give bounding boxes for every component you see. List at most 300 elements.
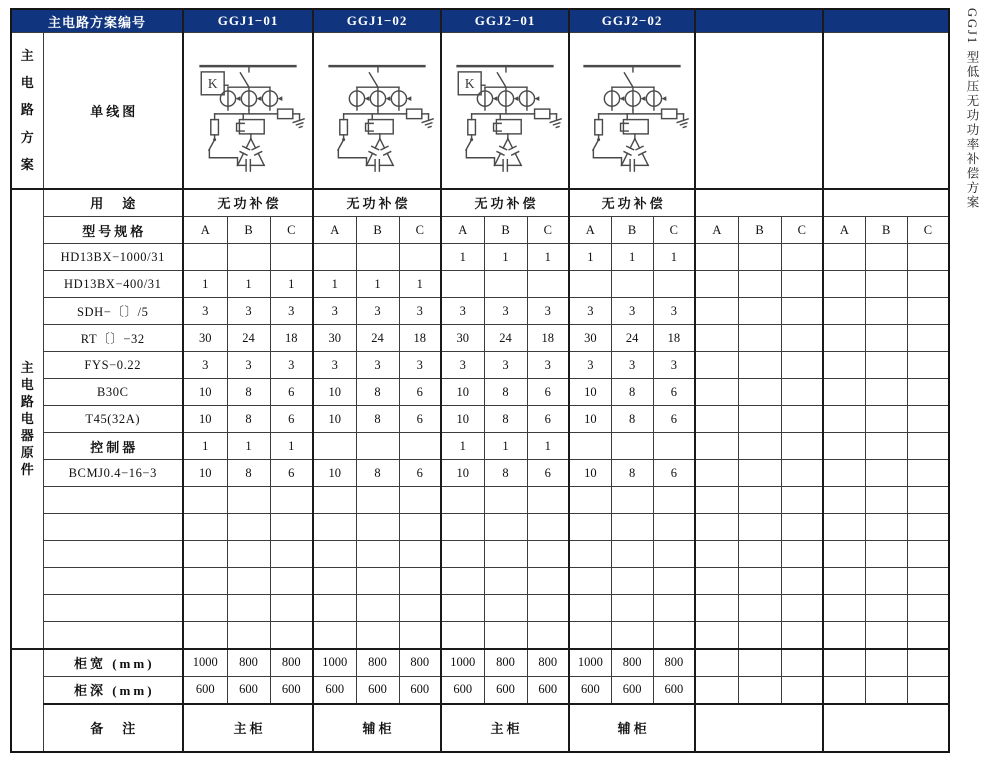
value-cell [441, 568, 484, 595]
value-cell [695, 379, 738, 406]
value-cell [865, 433, 907, 460]
delta-capacitor-bank [367, 139, 394, 171]
value-cell [356, 541, 399, 568]
value-cell [569, 568, 611, 595]
value-cell [695, 298, 738, 325]
value-cell [823, 352, 865, 379]
usage-cell [695, 189, 823, 217]
value-cell [653, 568, 695, 595]
value-cell [738, 649, 781, 677]
value-cell: 10 [313, 379, 356, 406]
value-cell: 10 [183, 460, 227, 487]
value-cell: 24 [611, 325, 653, 352]
value-cell: 3 [227, 352, 270, 379]
value-cell: 1 [227, 433, 270, 460]
value-cell [781, 352, 823, 379]
value-cell [227, 244, 270, 271]
row-label [43, 541, 183, 568]
spec-letter-cell: A [695, 217, 738, 244]
value-cell [865, 379, 907, 406]
value-cell [527, 622, 569, 649]
row-label [43, 514, 183, 541]
disconnector-blade [240, 73, 249, 87]
value-cell: 3 [227, 298, 270, 325]
disconnector-blade [624, 73, 633, 87]
value-cell: 8 [611, 460, 653, 487]
current-arrow-icon [386, 96, 391, 101]
value-cell [227, 514, 270, 541]
switch-blade [209, 140, 215, 150]
value-cell [781, 622, 823, 649]
value-cell [527, 514, 569, 541]
value-cell [865, 595, 907, 622]
empty-row [11, 568, 949, 595]
component-row [11, 433, 949, 460]
value-cell: 600 [527, 677, 569, 704]
value-cell [738, 622, 781, 649]
value-cell [695, 244, 738, 271]
row-label [43, 622, 183, 649]
value-cell: 6 [399, 406, 441, 433]
value-cell [270, 244, 313, 271]
value-cell [823, 677, 865, 704]
value-cell [356, 487, 399, 514]
ground-symbol-icon [422, 119, 435, 129]
value-cell [865, 325, 907, 352]
single-line-diagram [315, 43, 439, 179]
value-cell [653, 514, 695, 541]
row-label: HD13BX−400/31 [43, 271, 183, 298]
value-cell [611, 541, 653, 568]
usage-cell: 无功补偿 [183, 189, 313, 217]
spec-letter-cell: C [399, 217, 441, 244]
value-cell [695, 649, 738, 677]
value-cell [823, 649, 865, 677]
value-cell [823, 325, 865, 352]
disconnector-blade [497, 73, 506, 87]
value-cell: 8 [356, 379, 399, 406]
value-cell: 1 [183, 433, 227, 460]
value-cell: 6 [399, 460, 441, 487]
usage-cell: 无功补偿 [441, 189, 569, 217]
value-cell [865, 487, 907, 514]
value-cell: 1 [183, 271, 227, 298]
value-cell [356, 568, 399, 595]
value-cell [907, 379, 949, 406]
value-cell [484, 271, 527, 298]
single-line-diagram [570, 43, 694, 179]
value-cell [441, 271, 484, 298]
value-cell [484, 514, 527, 541]
value-cell [527, 541, 569, 568]
value-cell: 3 [527, 352, 569, 379]
value-cell: 8 [611, 379, 653, 406]
value-cell [865, 271, 907, 298]
value-cell [823, 433, 865, 460]
value-cell [569, 433, 611, 460]
value-cell: 800 [653, 649, 695, 677]
value-cell [441, 622, 484, 649]
svg-text:K: K [464, 76, 475, 92]
diagram-cell [569, 33, 695, 189]
value-cell [313, 487, 356, 514]
value-cell [781, 433, 823, 460]
value-cell: 8 [356, 406, 399, 433]
remark-cell: 主柜 [441, 704, 569, 752]
value-cell: 1 [356, 271, 399, 298]
remark-row-label: 备 注 [43, 704, 183, 752]
value-cell [781, 271, 823, 298]
value-cell [695, 460, 738, 487]
remark-cell: 辅柜 [569, 704, 695, 752]
value-cell [484, 487, 527, 514]
remark-cell: 辅柜 [313, 704, 441, 752]
value-cell [356, 433, 399, 460]
value-cell [865, 298, 907, 325]
value-cell: 18 [527, 325, 569, 352]
value-cell: 8 [227, 460, 270, 487]
value-cell [611, 595, 653, 622]
contactor-symbol [621, 120, 649, 134]
spec-letter-cell: C [527, 217, 569, 244]
component-row [11, 460, 949, 487]
value-cell: 10 [441, 379, 484, 406]
row-label: 柜宽 (mm) [43, 649, 183, 677]
value-cell: 800 [227, 649, 270, 677]
header-row [11, 9, 949, 33]
value-cell: 8 [611, 406, 653, 433]
component-row [11, 244, 949, 271]
value-cell: 1 [484, 433, 527, 460]
usage-row-label: 用 途 [43, 189, 183, 217]
value-cell [313, 514, 356, 541]
value-cell [738, 406, 781, 433]
value-cell [781, 595, 823, 622]
value-cell [399, 244, 441, 271]
value-cell: 1000 [569, 649, 611, 677]
value-cell [907, 244, 949, 271]
value-cell [313, 568, 356, 595]
value-cell: 1 [399, 271, 441, 298]
component-row [11, 406, 949, 433]
value-cell [781, 541, 823, 568]
value-cell: 600 [313, 677, 356, 704]
value-cell [865, 541, 907, 568]
row-label [43, 568, 183, 595]
diagram-row [11, 33, 949, 189]
value-cell [907, 271, 949, 298]
side-title: GGJ1 型低压无功功率补偿方案 [965, 8, 979, 210]
scheme-header: GGJ2−01 [441, 9, 569, 33]
value-cell [441, 595, 484, 622]
value-cell [227, 568, 270, 595]
ground-symbol-icon [293, 119, 306, 129]
spec-letter-cell: B [484, 217, 527, 244]
disconnector-blade [369, 73, 378, 87]
value-cell: 1000 [313, 649, 356, 677]
delta-capacitor-bank [238, 139, 265, 171]
spec-letter-cell: A [569, 217, 611, 244]
value-cell [653, 487, 695, 514]
value-cell: 3 [270, 352, 313, 379]
switch-blade [593, 140, 599, 150]
value-cell: 1 [569, 244, 611, 271]
current-arrow-icon [535, 96, 540, 101]
value-cell [270, 568, 313, 595]
spec-letter-cell: B [227, 217, 270, 244]
value-cell [695, 541, 738, 568]
value-cell [738, 487, 781, 514]
left-section-label-bottom [11, 649, 43, 752]
current-arrow-icon [365, 96, 370, 101]
value-cell: 18 [270, 325, 313, 352]
spec-letter-cell: C [907, 217, 949, 244]
value-cell [399, 622, 441, 649]
value-cell [313, 433, 356, 460]
value-cell [738, 352, 781, 379]
value-cell [695, 677, 738, 704]
value-cell [611, 433, 653, 460]
value-cell: 3 [484, 298, 527, 325]
value-cell [823, 298, 865, 325]
value-cell: 6 [270, 379, 313, 406]
value-cell: 6 [527, 406, 569, 433]
current-arrow-icon [641, 96, 646, 101]
value-cell [183, 622, 227, 649]
value-cell [738, 514, 781, 541]
value-cell [611, 568, 653, 595]
component-row [11, 271, 949, 298]
value-cell: 30 [441, 325, 484, 352]
value-cell [270, 514, 313, 541]
value-cell [781, 487, 823, 514]
value-cell: 1 [611, 244, 653, 271]
value-cell: 1 [441, 244, 484, 271]
usage-cell [823, 189, 949, 217]
spec-letter-cell: A [313, 217, 356, 244]
left-section-label-top [11, 33, 43, 189]
scheme-header [823, 9, 949, 33]
value-cell [781, 298, 823, 325]
value-cell [356, 595, 399, 622]
current-arrow-icon [236, 96, 241, 101]
current-arrow-icon [407, 96, 412, 101]
svg-text:K: K [207, 76, 218, 92]
value-cell [781, 677, 823, 704]
value-cell: 1 [441, 433, 484, 460]
value-cell [183, 514, 227, 541]
value-cell: 6 [270, 460, 313, 487]
value-cell: 1 [270, 433, 313, 460]
value-cell: 3 [356, 352, 399, 379]
value-cell: 3 [183, 298, 227, 325]
value-cell: 600 [270, 677, 313, 704]
value-cell: 3 [611, 352, 653, 379]
value-cell: 6 [270, 406, 313, 433]
empty-row [11, 541, 949, 568]
value-cell [695, 271, 738, 298]
value-cell [270, 541, 313, 568]
value-cell [356, 622, 399, 649]
value-cell: 30 [183, 325, 227, 352]
value-cell [823, 487, 865, 514]
value-cell: 3 [183, 352, 227, 379]
diagram-cell [695, 33, 823, 189]
value-cell: 1 [527, 433, 569, 460]
row-label: SDH−〔〕/5 [43, 298, 183, 325]
value-cell: 600 [653, 677, 695, 704]
value-cell [484, 568, 527, 595]
value-cell [313, 244, 356, 271]
value-cell: 800 [527, 649, 569, 677]
value-cell: 18 [653, 325, 695, 352]
value-cell: 24 [484, 325, 527, 352]
diagram-cell [183, 33, 313, 189]
value-cell [738, 460, 781, 487]
fuse-symbol [662, 109, 677, 119]
value-cell [399, 541, 441, 568]
row-label: BCMJ0.4−16−3 [43, 460, 183, 487]
scheme-header: GGJ1−02 [313, 9, 441, 33]
value-cell: 1 [484, 244, 527, 271]
value-cell [527, 271, 569, 298]
switch-blade [466, 140, 472, 150]
usage-row [11, 189, 949, 217]
value-cell [695, 622, 738, 649]
usage-cell: 无功补偿 [569, 189, 695, 217]
value-cell: 800 [399, 649, 441, 677]
value-cell [781, 568, 823, 595]
value-cell: 10 [183, 379, 227, 406]
value-cell [227, 487, 270, 514]
current-arrow-icon [620, 96, 625, 101]
value-cell [907, 541, 949, 568]
main-circuit-spec-table [10, 8, 950, 753]
diagram-cell [441, 33, 569, 189]
value-cell [823, 595, 865, 622]
value-cell [907, 433, 949, 460]
single-line-diagram [443, 43, 567, 179]
row-label [43, 487, 183, 514]
value-cell: 3 [270, 298, 313, 325]
ground-symbol-icon [550, 119, 563, 129]
value-cell: 3 [313, 352, 356, 379]
value-cell [865, 677, 907, 704]
value-cell [907, 568, 949, 595]
vertical-label: 主 电 路 电 器 原 件 [20, 359, 34, 477]
value-cell [653, 433, 695, 460]
value-cell: 8 [356, 460, 399, 487]
value-cell: 3 [399, 352, 441, 379]
value-cell: 10 [569, 379, 611, 406]
value-cell [527, 487, 569, 514]
value-cell: 600 [183, 677, 227, 704]
value-cell [399, 595, 441, 622]
value-cell [907, 352, 949, 379]
value-cell: 3 [313, 298, 356, 325]
value-cell: 800 [270, 649, 313, 677]
value-cell [653, 622, 695, 649]
contactor-symbol [237, 120, 265, 134]
fuse-symbol [407, 109, 422, 119]
value-cell [865, 568, 907, 595]
value-cell [441, 541, 484, 568]
fuse-symbol [535, 109, 550, 119]
value-cell [907, 677, 949, 704]
value-cell [738, 595, 781, 622]
value-cell [695, 325, 738, 352]
value-cell: 10 [183, 406, 227, 433]
remark-row [11, 704, 949, 752]
empty-row [11, 622, 949, 649]
value-cell: 3 [569, 298, 611, 325]
diagram-cell [313, 33, 441, 189]
component-row [11, 379, 949, 406]
value-cell: 8 [484, 460, 527, 487]
fuse-symbol [278, 109, 293, 119]
value-cell: 10 [441, 460, 484, 487]
row-label: T45(32A) [43, 406, 183, 433]
spec-letter-cell: B [356, 217, 399, 244]
value-cell: 24 [356, 325, 399, 352]
contactor-symbol [494, 120, 522, 134]
value-cell [738, 325, 781, 352]
value-cell [907, 406, 949, 433]
value-cell [227, 541, 270, 568]
value-cell: 1 [527, 244, 569, 271]
value-cell: 6 [527, 379, 569, 406]
switch-blade [338, 140, 344, 150]
value-cell [313, 595, 356, 622]
value-cell [653, 271, 695, 298]
value-cell [823, 406, 865, 433]
cabinet-depth-row [11, 677, 949, 704]
value-cell: 8 [484, 406, 527, 433]
value-cell [738, 568, 781, 595]
value-cell [865, 406, 907, 433]
value-cell: 8 [484, 379, 527, 406]
value-cell [907, 487, 949, 514]
current-arrow-icon [662, 96, 667, 101]
value-cell [695, 568, 738, 595]
value-cell [569, 595, 611, 622]
spec-letter-cell: A [183, 217, 227, 244]
value-cell: 6 [399, 379, 441, 406]
value-cell: 6 [653, 406, 695, 433]
value-cell [823, 541, 865, 568]
value-cell [527, 568, 569, 595]
value-cell: 800 [484, 649, 527, 677]
spec-letter-cell: A [823, 217, 865, 244]
value-cell [399, 514, 441, 541]
value-cell [781, 379, 823, 406]
value-cell [313, 541, 356, 568]
value-cell: 800 [356, 649, 399, 677]
component-row [11, 298, 949, 325]
remark-cell [695, 704, 823, 752]
value-cell [695, 406, 738, 433]
value-cell [823, 622, 865, 649]
value-cell: 3 [527, 298, 569, 325]
value-cell [738, 298, 781, 325]
empty-row [11, 487, 949, 514]
value-cell [781, 325, 823, 352]
value-cell [738, 541, 781, 568]
value-cell [781, 649, 823, 677]
row-label: FYS−0.22 [43, 352, 183, 379]
single-line-diagram [186, 43, 310, 179]
remark-cell: 主柜 [183, 704, 313, 752]
